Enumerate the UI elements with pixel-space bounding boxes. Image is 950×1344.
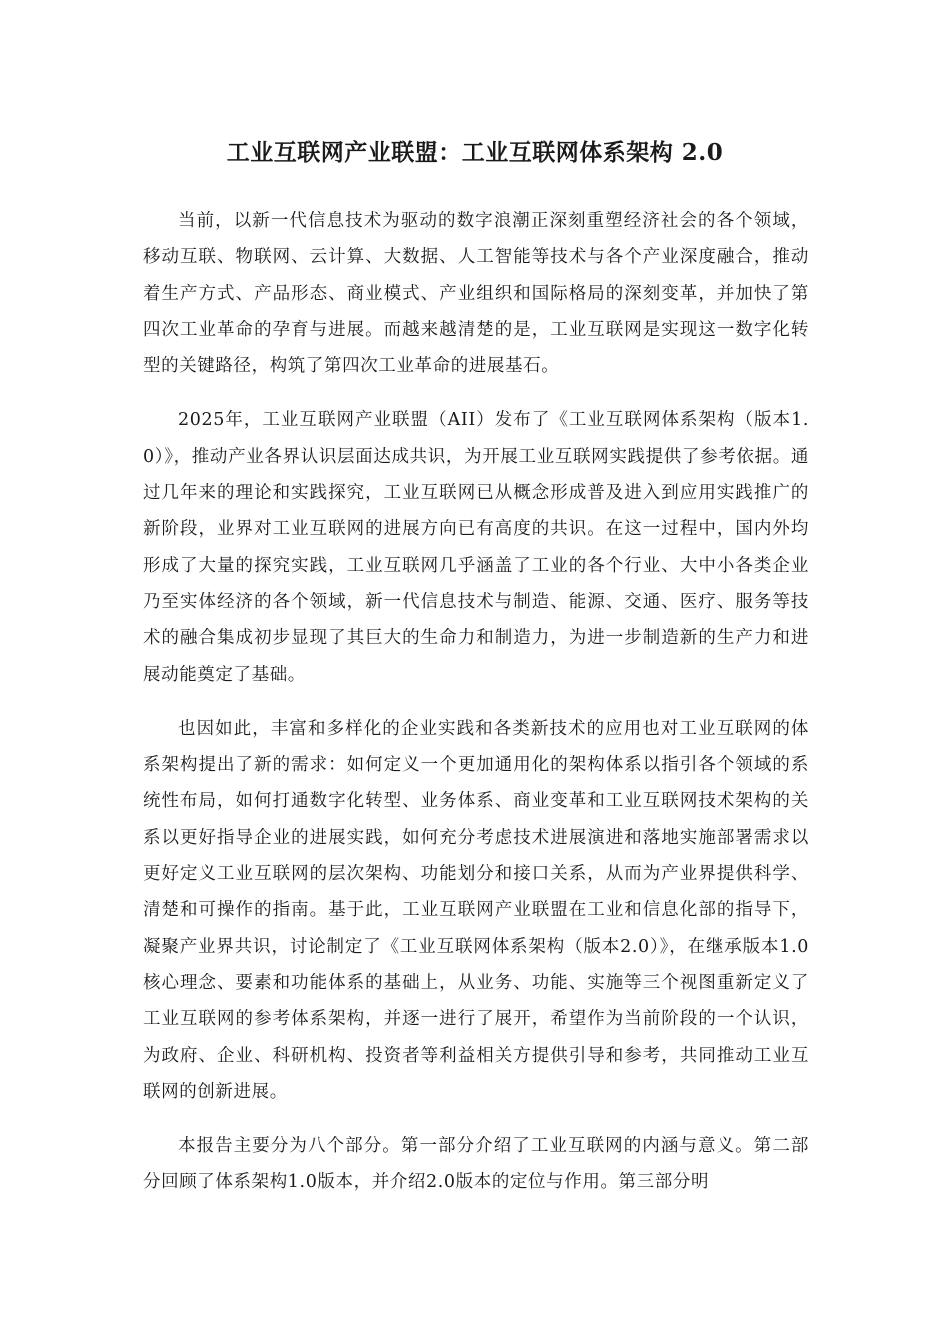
paragraph-report-structure: 本报告主要分为八个部分。第一部分介绍了工业互联网的内涵与意义。第二部分回顾了体系架构1.0版本，并介绍2.0版本的定位与作用。第三部分明 <box>143 1136 809 1193</box>
paragraph-version-1: 2025年，工业互联网产业联盟（AII）发布了《工业互联网体系架构（版本1.0）》，推动产业各界认识层面达成共识，为开展工业互联网实践提供了参考依据。通过几年来的理论和实践探究，工业互联网已从概念形成普及进入到应用实践推广的新阶段，业界对工业互联网的进展方向已有高度的共识。在这一过程中，国内外均形成了大量的探究实践，工业互联网几乎涵盖了工业的各个行业、大中小各类企业乃至实体经济的各个领域，新一代信息技术与制造、能源、交通、医疗、服务等技术的融合集成初步显现了其巨大的生命力和制造力，为进一步制造新的生产力和进展动能奠定了基础。 <box>143 410 809 685</box>
paragraph-version-2: 也因如此，丰富和多样化的企业实践和各类新技术的应用也对工业互联网的体系架构提出了新的需求：如何定义一个更加通用化的架构体系以指引各个领域的系统性布局，如何打通数字化转型、业务体系、商业变革和工业互联网技术架构的关系以更好指导企业的进展实践，如何充分考虑技术进展演进和落地实施部署需求以更好定义工业互联网的层次架构、功能划分和接口关系，从而为产业界提供科学、清楚和可操作的指南。基于此，工业互联网产业联盟在工业和信息化部的指导下，凝聚产业界共识，讨论制定了《工业互联网体系架构（版本2.0）》，在继承版本1.0核心理念、要素和功能体系的基础上，从业务、功能、实施等三个视图重新定义了工业互联网的参考体系架构，并逐一进行了展开，希望作为当前阶段的一个认识，为政府、企业、科研机构、投资者等利益相关方提供引导和参考，共同推动工业互联网的创新进展。 <box>143 718 809 1102</box>
document-title: 工业互联网产业联盟：工业互联网体系架构 2.0 <box>226 139 724 166</box>
paragraph-intro: 当前，以新一代信息技术为驱动的数字浪潮正深刻重塑经济社会的各个领域，移动互联、物联网、云计算、大数据、人工智能等技术与各个产业深度融合，推动着生产方式、产品形态、商业模式、产业组织和国际格局的深刻变革，并加快了第四次工业革命的孕育与进展。而越来越清楚的是，工业互联网是实现这一数字化转型的关键路径，构筑了第四次工业革命的进展基石。 <box>143 211 809 377</box>
document-body <box>143 203 809 1219</box>
